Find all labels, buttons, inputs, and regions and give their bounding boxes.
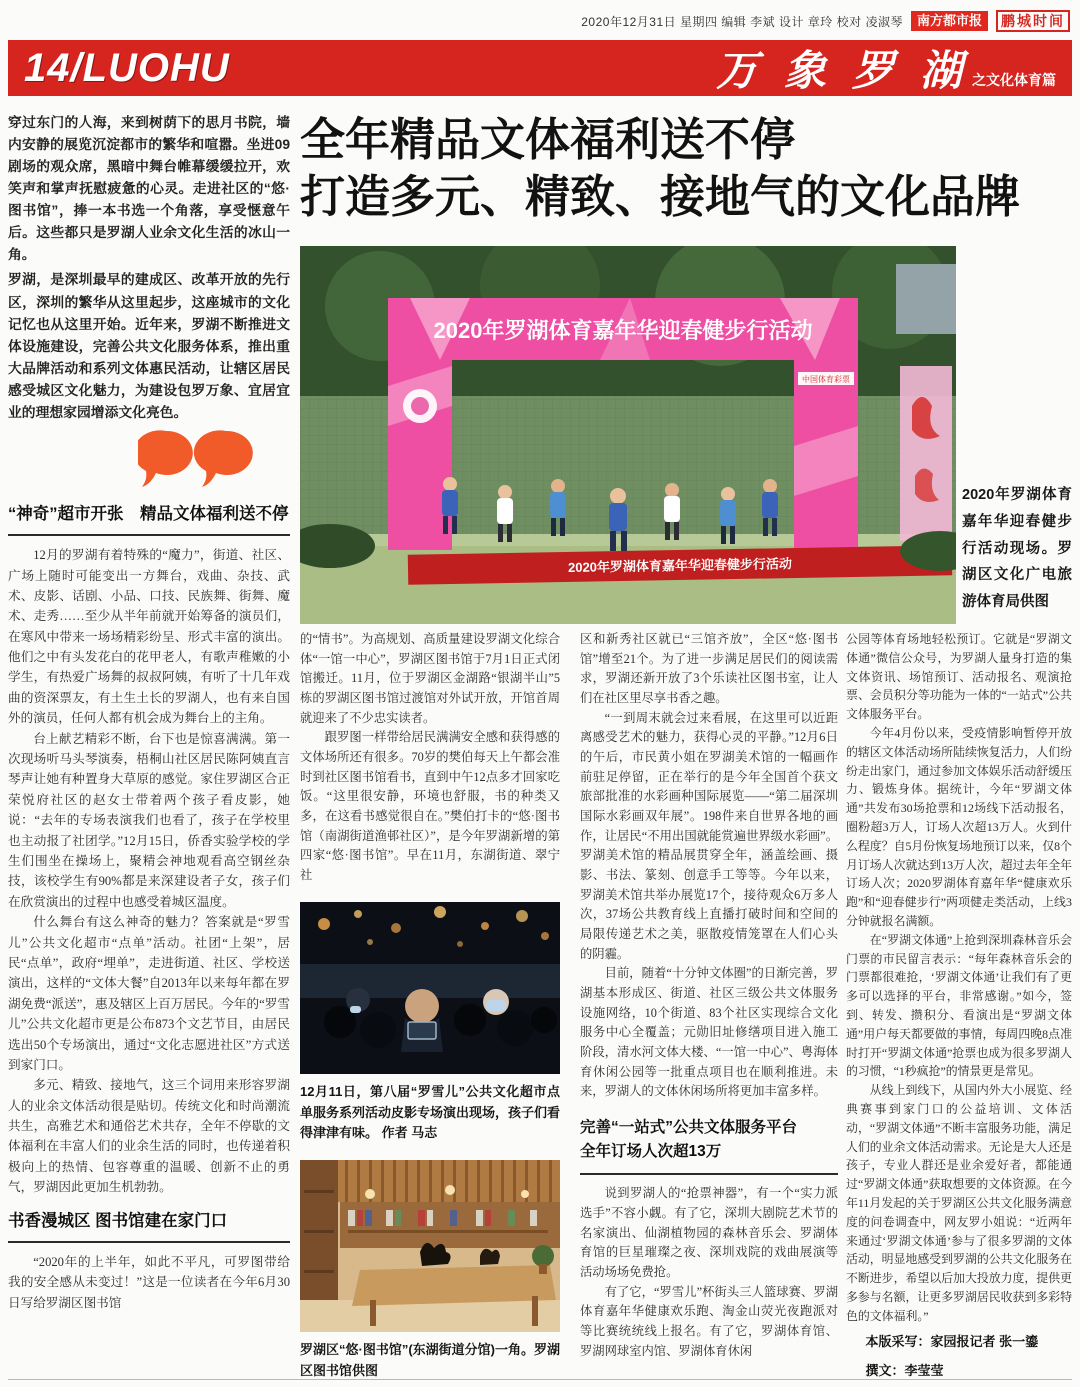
body-paragraph: 跟罗图一样带给居民满满安全感和获得感的文体场所还有很多。70岁的樊伯每天上午都会准时到社区图书馆看书，直到中午12点多才回家吃饭。“这里很安静，环境也舒服，书的种类又多，在这看书感觉很自在。”樊伯打卡的“悠·图书馆（南湖街道渔邨社区）”，是今年罗湖新增的第四家“悠·图书馆”。早在11月，东湖街道、翠宁社 <box>300 730 560 883</box>
puppet-photo-caption: 12月11日，第八届“罗雪儿”公共文化超市点单服务系列活动皮影专场演出现场，孩子们看得津津有味。 作者 马志 <box>300 1083 560 1141</box>
boy-with-phone <box>401 989 443 1052</box>
masked-kid <box>483 989 509 1015</box>
masthead-right <box>716 38 1056 98</box>
section-heading-supermarket: “神奇”超市开张 精品文体福利送不停 <box>8 491 290 536</box>
library-photo-caption: 罗湖区“悠·图书馆”(东湖街道分馆)一角。罗湖区图书馆供图 <box>300 1342 560 1378</box>
ribbon-text: 2020年罗湖体育嘉年华迎春健步行活动 <box>567 556 793 575</box>
text-column-b <box>580 630 838 1382</box>
body-paragraph: 说到罗湖人的“抢票神器”，有一个“实力派选手”不容小觑。有了它，深圳大剧院艺术节的名家演出、仙湖植物园的森林音乐会、罗湖体育馆的巨星璀璨之夜、深圳戏院的戏曲展演等活动场场免费抢。 <box>580 1186 838 1279</box>
body-paragraph: 什么舞台有这么神奇的魅力？答案就是“罗雪儿”公共文化超市“点单”活动。社团“上架”，居民“点单”，政府“埋单”，走进街道、社区、学校送演出，这样的“文体大餐”自2013年以来每年都在罗湖免费“派送”，惠及辖区上百万居民。今年的“罗雪儿”公共文化超市更是公布873个文艺节目，由居民选出50个专场演出，通过“文化志愿进社区”方式送到家门口。 <box>8 915 290 1072</box>
masthead-subtitle: 之文化体育篇 <box>972 72 1056 88</box>
body-paragraph: 台上献艺精彩不断，台下也是惊喜满满。第一次现场听马头琴演奏，梧桐山社区居民陈阿姨直言琴声让她有种置身大草原的感觉。家住罗湖区合正荣悦府社区的赵女士带着两个孩子看皮影，她说：“去年的专场表演我们也看了，孩子在学校里也主动报了社团学。”12月15日，侨香实验学校的学生们围坐在操场上，聚精会神地观看高空钢丝杂技，该校学生有90%都是来深建设者子女，孩子们在欣赏演出的过程中也感受着城区温度。 <box>8 731 290 909</box>
body-paragraph: “一到周末就会过来看展，在这里可以近距离感受艺术的魅力，获得心灵的平静。”12月6日的午后，市民黄小姐在罗湖美术馆的一幅画作前驻足停留，正在举行的是今年全国首个获文旅部批准的水彩画种国际展览——“第二届深圳国际水彩画双年展”。198件来自世界各地的画作，让居民“不用出国就能赏遍世界级水彩画”。罗湖美术馆的精品展贯穿全年，涵盖绘画、摄影、书法、篆刻、创意手工等等。今年以来，罗湖美术馆共举办展览17个，接待观众6万多人次，37场公共教育线上直播打破时间和空间的局限传递艺术之美，驱散疫情笼罩在人们心头的阴霾。 <box>580 710 838 961</box>
headline-line2: 打造多元、精致、接地气的文化品牌 <box>300 170 1021 222</box>
lottery-banner-text: 中国体育彩票 <box>802 375 850 384</box>
quote-marks-icon <box>138 429 256 489</box>
photo-library-interior <box>300 1160 560 1332</box>
section1-body <box>8 545 290 1198</box>
body-paragraph: 的“情书”。为高规划、高质量建设罗湖文化综合体“一馆一中心”，罗湖区图书馆于7月1日正式闭馆搬迁。11月，位于罗湖区金湖路“银湖半山”5栋的罗湖区图书馆过渡馆对外试开放，开馆首周就迎来了不少忠实读者。 <box>300 632 560 725</box>
top-bar <box>581 10 1070 32</box>
quote-row <box>8 427 290 491</box>
section-heading-platform <box>580 1102 838 1175</box>
platform-heading-line1: 完善“一站式”公共文体服务平台 <box>580 1119 798 1137</box>
intro-block <box>8 112 290 424</box>
body-paragraph: 12月的罗湖有着特殊的“魔力”，街道、社区、广场上随时可能变出一方舞台，戏曲、杂技、武术、皮影、话剧、小品、口技、民族舞、街舞、魔术、走秀……至少从半年前就开始筹备的演员们，在寒风中带来一场场精彩纷呈、形式丰富的演出。他们之中有头发花白的花甲老人，有歌声稚嫩的小学生，有热爱广场舞的叔叔阿姨，有听了十几年戏曲的资深票友，有土生土长的罗湖人，也有来自国外的演员，任何人都有机会成为舞台上的主角。 <box>8 548 290 726</box>
text-column-c <box>846 630 1072 1387</box>
body-paragraph: 从线上到线下，从国内外大小展览、经典赛事到家门口的公益培训、文体活动，“罗湖文体通”不断丰富服务功能，满足人们的业余文体活动需求。无论是大人还是孩子，专业人群还是业余爱好者，都能通过“罗湖文体通”获取想要的文体资源。在今年11月发起的关于罗湖区公共文化服务满意度的问卷调查中，网友罗小姐说：“近两年来通过‘罗湖文体通’参与了很多罗湖的文体活动，明显地感受到罗湖的公共文化服务在不断进步，希望以后加大投放力度，提供更多参与名额，让更多罗湖居民收获到多彩特色的文体福利。” <box>846 1083 1072 1323</box>
main-headline <box>300 112 1072 225</box>
main-event-photo-illustration <box>300 246 956 624</box>
left-column <box>8 112 290 1374</box>
body-paragraph: 区和新秀社区就已“三馆齐放”，全区“悠·图书馆”增至21个。为了进一步满足居民们的阅读需求，罗湖还新开放了3个乐读社区图书室，让人们在社区里尽享书香之趣。 <box>580 632 838 706</box>
byline-reporter: 本版采写：家园报记者 张一鎏 <box>865 1334 1039 1350</box>
body-paragraph: 公园等体育场地轻松预订。它就是“罗湖文体通”微信公众号，为罗湖人量身打造的集文体资讯、场馆预订、活动报名、观演抢票、会员积分等功能为一体的“一站式”公共文体服务平台。 <box>846 632 1072 722</box>
library-photo-illustration <box>300 1160 560 1332</box>
masthead-title: 万象罗湖 <box>715 49 988 95</box>
page-number-section: 14/LUOHU <box>24 45 230 90</box>
body-paragraph: 在“罗湖文体通”上抢到深圳森林音乐会门票的市民留言表示：“每年森林音乐会的门票都很难抢，‘罗湖文体通’让我们有了更多可以选择的平台，非常感谢。”如今，签到、转发、攒积分、看演出是“罗湖文体通”用户每天都要做的事情，每周四晚8点准时打开“罗湖文体通”抢票也成为很多罗湖人的习惯，“1秒疯抢”的情景更是常见。 <box>846 932 1072 1079</box>
date-editors-line: 2020年12月31日 星期四 编辑 李斌 设计 章玲 校对 凌淑琴 <box>581 14 903 29</box>
bottom-rule <box>8 1379 1072 1380</box>
platform-heading-line2: 全年订场人次超13万 <box>580 1143 722 1161</box>
masthead-band <box>8 40 1072 96</box>
section2-body <box>8 1252 290 1313</box>
main-photo-caption: 2020年罗湖体育嘉年华迎春健步行活动现场。罗湖区文化广电旅游体育局供图 <box>962 487 1072 611</box>
byline-writer: 撰文：李莹莹 <box>865 1362 944 1378</box>
body-paragraph: 有了它，“罗雪儿”杯街头三人篮球赛、罗湖体育嘉年华健康欢乐跑、淘金山荧光夜跑派对等比赛统统线上报名。有了它，罗湖体育馆、罗湖网球室内馆、罗湖体育休闲 <box>580 1284 838 1358</box>
arch-banner-text: 2020年罗湖体育嘉年华迎春健步行活动 <box>433 318 813 343</box>
body-paragraph: 多元、精致、接地气，这三个词用来形容罗湖人的业余文体活动很是贴切。传统文化和时尚潮流共生，高雅艺术和通俗艺术共存，全年不停歇的文体福利在丰富人们的业余生活的同时，也传递着积极向上的热情、包容尊重的温暖、创新不止的勇气，罗湖因此更加生机勃勃。 <box>8 1078 290 1195</box>
pengcheng-brand-logo: 鹏城时间 <box>996 10 1070 32</box>
headline-line1: 全年精品文体福利送不停 <box>300 114 796 165</box>
puppet-photo-illustration <box>300 902 560 1074</box>
body-paragraph: 目前，随着“十分钟文体圈”的日渐完善，罗湖基本形成区、街道、社区三级公共文体服务设施网络，10个街道、83个社区实现综合文化服务中心全覆盖；元勋旧址修缮项目进入施工阶段，清水河文体大楼、“一馆一中心”、粤海体育休闲公园等一批重点项目也在顺利推进。未来，罗湖人的文体休闲场所将更加丰富多样。 <box>580 966 838 1099</box>
photo-main-event <box>300 246 956 624</box>
body-paragraph: “2020年的上半年，如此不平凡，可罗图带给我的安全感从未变过！”这是一位读者在今年6月30日写给罗湖区图书馆 <box>8 1254 290 1310</box>
body-paragraph: 今年4月份以来，受疫情影响暂停开放的辖区文体活动场所陆续恢复活力，人们纷纷走出家门，通过参加文体娱乐活动舒缓压力、锻炼身体。据统计，今年“罗湖文体通”共发布30场抢票和12场线下活动报名，圈粉超3万人，订场人次超13万人。火到什么程度？自5月份恢复场地预订以来，仅8个月订场人次就达到13万人次，超过去年全年订场人次；2020罗湖体育嘉年华“健康欢乐跑”和“迎春健步行”两项健走类活动，上线3分钟就报名满额。 <box>846 725 1072 928</box>
intro-paragraph: 穿过东门的人海，来到树荫下的思月书院，墙内安静的展览沉淀都市的繁华和喧嚣。坐进09剧场的观众席，黑暗中舞台帷幕缓缓拉开，欢笑声和掌声抚慰疲惫的心灵。走进社区的“悠·图书馆”，捧一本书选一个角落，享受惬意午后。这些都只是罗湖人业余文化生活的冰山一角。 <box>8 115 290 263</box>
text-column-a <box>300 630 560 1382</box>
main-area <box>300 112 1072 1378</box>
section-heading-library: 书香漫城区 图书馆建在家门口 <box>8 1198 290 1243</box>
intro-paragraph: 罗湖，是深圳最早的建成区、改革开放的先行区，深圳的繁华从这里起步，这座城市的文化记忆也从这里开始。近年来，罗湖不断推进文体设施建设，完善公共文化服务体系，推出重大品牌活动和系列文体惠民活动，让辖区居民感受城区文化魅力，为建设包罗万象、宜居宜业的理想家园增添文化亮色。 <box>8 272 290 420</box>
nandu-brand-logo: 南方都市报 <box>911 11 988 31</box>
photo-shadow-puppet-show <box>300 902 560 1074</box>
